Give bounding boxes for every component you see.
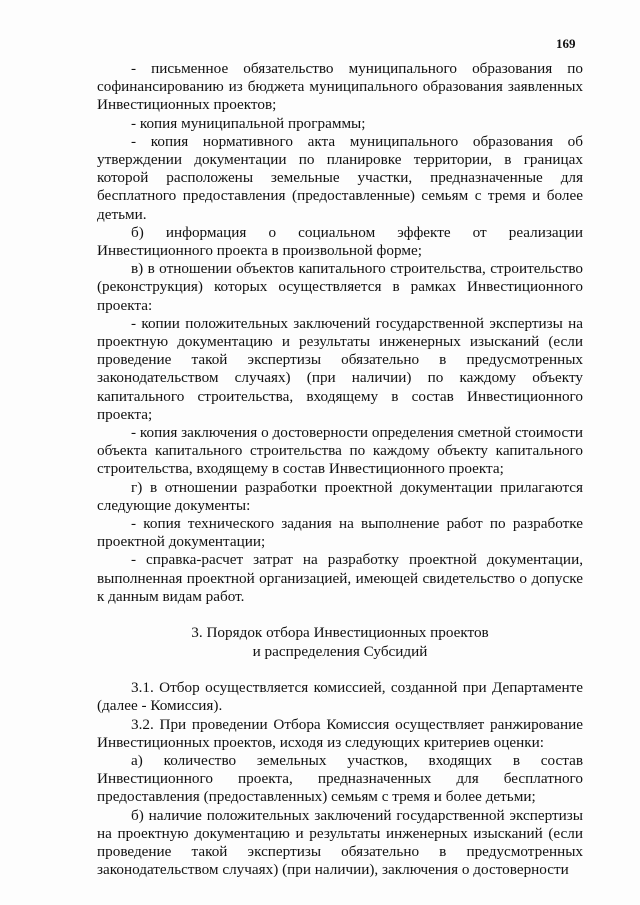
paragraph: б) информация о социальном эффекте от реализации Инвестиционного проекта в произвольной форме; <box>97 223 583 260</box>
paragraph: - копия муниципальной программы; <box>131 114 366 132</box>
paragraph: б) наличие положительных заключений государственной экспертизы на проектную документацию и результаты инженерных изысканий (если проведение такой экспертизы обязательно в предусмотренных законодательством случаях) (при наличии), заключения о достоверности <box>97 806 583 879</box>
paragraph: - справка-расчет затрат на разработку проектной документации, выполненная проектной организацией, имеющей свидетельство о допуске к данным видам работ. <box>97 551 583 605</box>
paragraph: г) в отношении разработки проектной документации прилагаются следующие документы: <box>97 478 583 514</box>
paragraph: - копия нормативного акта муниципального образования об утверждении документации по планировке территории, в границах которой расположены земельные участки, предназначенные для бесплатного предоставления (предоставленные) семьям с тремя и более детьми. <box>97 132 583 223</box>
paragraph: - копии положительных заключений государственной экспертизы на проектную документацию и результаты инженерных изысканий (если проведение такой экспертизы обязательно в предусмотренных законодательством случаях) (при наличии) по каждому объекту капитального строительства, входящему в состав Инвестиционного проекта; <box>97 314 583 423</box>
section-heading-line: 3. Порядок отбора Инвестиционных проектов <box>191 624 489 642</box>
paragraph: в) в отношении объектов капитального строительства, строительство (реконструкция) которых осуществляется в рамках Инвестиционного проекта: <box>97 260 583 314</box>
section-heading <box>97 624 583 661</box>
section-heading-line: и распределения Субсидий <box>252 642 428 660</box>
paragraph: - копия заключения о достоверности определения сметной стоимости объекта капитального строительства по каждому объекту капитального строительства, входящему в состав Инвестиционного проекта; <box>97 424 583 478</box>
document-body <box>97 60 583 879</box>
paragraph: а) количество земельных участков, входящих в состав Инвестиционного проекта, предназначенных для бесплатного предоставления (предоставленных) семьям с тремя и более детьми; <box>97 751 583 806</box>
page-number: 169 <box>556 36 576 51</box>
paragraph: - копия технического задания на выполнение работ по разработке проектной документации; <box>97 515 583 551</box>
paragraph: - письменное обязательство муниципального образования по софинансированию из бюджета муниципального образования заявленных Инвестиционных проектов; <box>97 60 583 114</box>
paragraph: 3.1. Отбор осуществляется комиссией, созданной при Департаменте (далее - Комиссия). <box>97 679 583 715</box>
paragraph: 3.2. При проведении Отбора Комиссия осуществляет ранжирование Инвестиционных проектов, исходя из следующих критериев оценки: <box>97 715 583 751</box>
